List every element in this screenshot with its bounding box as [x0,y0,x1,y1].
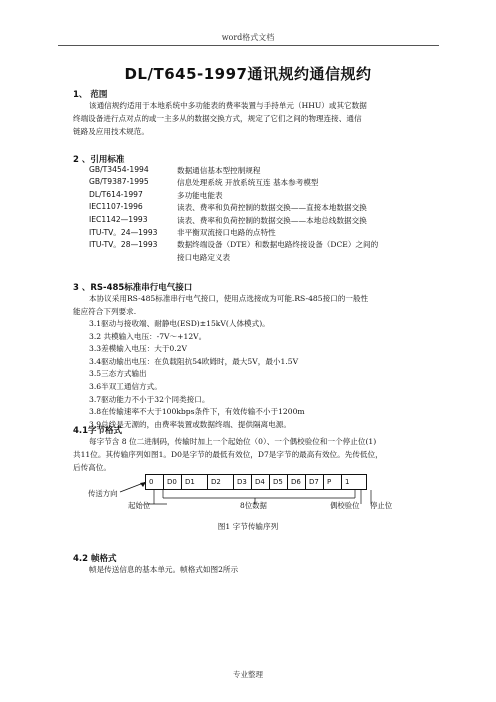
bit-cell: D3 [234,475,252,489]
requirement-item: 3.9总线是无源的，由费率装置或数据终端、提供隔离电源。 [89,419,291,429]
section-2-heading: 2 、引用标准 [73,155,125,165]
reference-description: 信息处理系统 开放系统互连 基本参考模型 [177,178,319,188]
parity-bit-label: 偶校验位 [330,501,360,510]
requirement-item: 3.6半双工通信方式。 [89,382,162,391]
bit-cell: D0 [164,475,182,489]
reference-description: 读表、费率和负荷控制的数据交换——直接本地数据交换 [177,203,367,213]
reference-description: 多功能电能表 [177,190,223,200]
data-bits-label: 8位数据 [240,501,267,510]
requirement-item: 3.3差模输入电压：大于0.2V [89,344,187,354]
reference-description: 数据终端设备（DTE）和数据电路终接设备（DCE）之间的 [177,240,379,250]
direction-label: 传送方向 [88,489,118,498]
section-4-1-line-3: 后传高位。 [73,463,111,472]
section-3-intro-2: 能应符合下列要求. [73,307,137,316]
bit-sequence [145,474,367,490]
bit-cell: D4 [252,475,270,489]
document-title: DL/T645-1997通讯规约通信规约 [124,65,372,83]
requirement-item: 3.2 共模输入电压：-7V～+12V。 [89,331,207,341]
figure-1-caption: 图1 字节传输序列 [217,522,279,531]
reference-description: 接口电路定义表 [177,252,231,262]
bit-cell: 1 [345,478,350,486]
section-4-1-line-1: 每字节含 8 位二进制码，传输时加上一个起始位（0）、一个偶校验位和一个停止位(1) [89,437,377,446]
stop-bit-label: 停止位 [370,501,393,510]
bit-cell: 0 [146,475,164,489]
bit-cell: D7 [306,475,324,489]
bit-cell: D1 [182,475,208,489]
page-header: word格式文档 [221,33,275,42]
reference-description: 读表、费率和负荷控制的数据交换——本地总线数据交换 [177,215,367,225]
reference-code: ITU-TV。24—1993 [89,228,158,237]
requirement-item: 3.8在传输速率不大于100kbps条件下，有效传输不小于1200m [89,407,305,417]
bit-cell: P [324,475,342,489]
header-rule [58,45,439,46]
section-1-heading: 1、 范围 [73,90,108,100]
bit-cell: D2 [208,475,234,489]
bit-cell: D6 [288,475,306,489]
section-1-line-1: 该通信规约适用于本地系统中多功能表的费率装置与手持单元（HHU）或其它数据 [89,101,367,110]
requirement-item: 3.7驱动能力不小于32个同类接口。 [89,394,210,404]
requirement-item: 3.1驱动与接收端、耐静电(ESD)±15kV(人体模式)。 [89,319,270,328]
reference-code: ITU-TV。28—1993 [89,240,158,250]
section-1-line-3: 链路及应用技术规范。 [73,127,149,136]
section-1-line-2: 终端设备进行点对点的或一主多从的数据交换方式，规定了它们之间的物理连接、通信 [73,114,362,123]
section-4-2-line: 帧是传送信息的基本单元。帧格式如图2所示 [89,565,239,574]
section-4-1-heading: 4.1字节格式 [73,426,123,436]
start-bit-label: 起始位 [128,501,151,510]
bit-cell: D5 [270,475,288,489]
page-footer: 专业整理 [233,670,263,679]
requirement-item: 3.4驱动输出电压：在负载阻抗54欧姆时，最大5V，最小1.5V [89,356,299,366]
reference-description: 数据通信基本型控制规程 [177,166,261,175]
reference-code: GB/T3454-1994 [89,165,149,174]
requirement-item: 3.5三态方式输出 [89,369,147,379]
section-3-heading: 3 、RS-485标准串行电气接口 [73,283,193,293]
direction-arrow-icon [118,480,148,494]
reference-code: DL/T614-1997 [89,189,143,199]
reference-description: 非平衡双流接口电路的点特性 [177,228,276,237]
reference-code: IEC1142—1993 [89,214,148,224]
reference-code: GB/T9387-1995 [89,177,149,187]
section-3-intro-1: 本协议采用RS-485标准串行电气接口，使用点选接成为可能.RS-485接口的一般性 [89,294,369,303]
section-4-2-heading: 4.2 帧格式 [73,554,117,564]
reference-code: IEC1107-1996 [89,202,143,212]
section-4-1-line-2: 共11位。其传输序列如图1。D0是字节的最低有效位，D7是字节的最高有效位。先传低位， [73,450,383,459]
